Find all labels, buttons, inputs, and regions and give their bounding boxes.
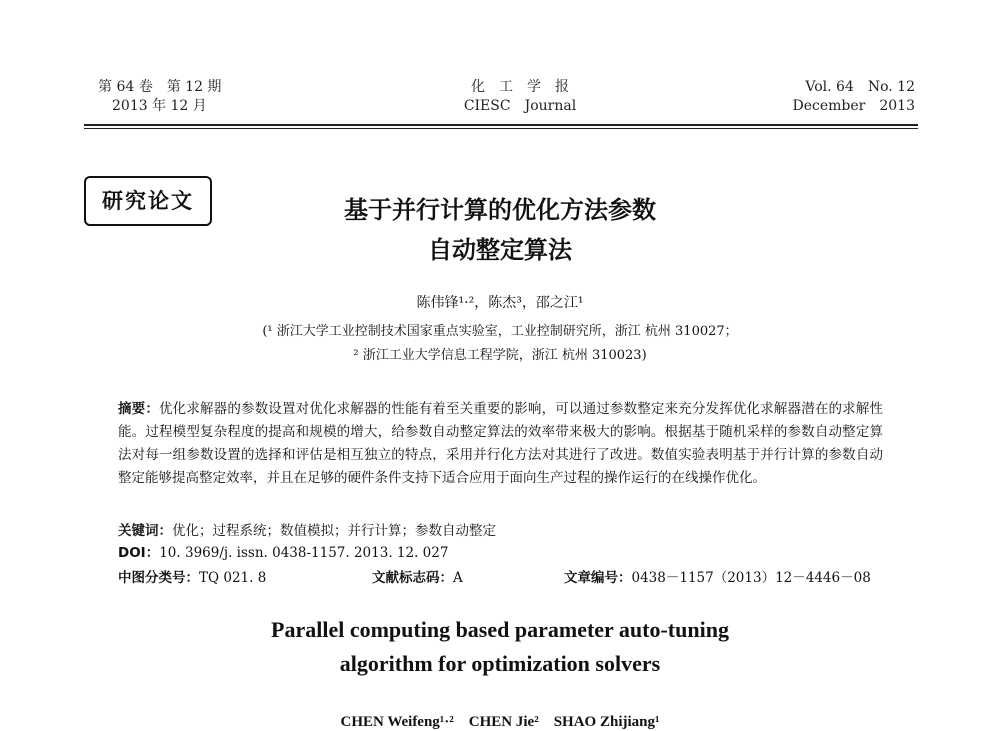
title-en-line2: algorithm for optimization solvers — [339, 651, 661, 676]
header-journal — [440, 78, 600, 116]
keywords — [118, 519, 496, 539]
authors-en: CHEN Weifeng¹·² CHEN Jie² SHAO Zhijiang¹ — [340, 714, 660, 730]
header-volume-issue — [98, 78, 221, 116]
header-rule-thin — [84, 128, 918, 129]
header-journal-cn: 化 工 学 报 — [471, 79, 569, 95]
article-number-value: 0438－1157（2013）12－4446－08 — [631, 570, 871, 586]
header-volume-en — [760, 78, 915, 116]
header-date-en: December 2013 — [792, 98, 915, 114]
clc-label: 中图分类号： — [118, 570, 199, 586]
article-number-label: 文章编号： — [564, 570, 632, 586]
doc-code-value: A — [453, 570, 463, 586]
article-number — [564, 566, 871, 586]
header-vol-no: Vol. 64 No. 12 — [805, 79, 915, 95]
authors-cn: 陈伟锋¹·²，陈杰³，邵之江¹ — [416, 295, 584, 311]
clc-number — [118, 566, 266, 586]
badge-label: 研究论文 — [102, 189, 194, 213]
header-volume: 第 64 卷 第 12 期 — [98, 79, 222, 95]
title-en-line1: Parallel computing based parameter auto-tuning — [271, 617, 729, 642]
affiliation-1: (¹ 浙江大学工业控制技术国家重点实验室，工业控制研究所，浙江 杭州 310027； — [262, 324, 738, 339]
keywords-label: 关键词： — [118, 523, 172, 539]
header-rule-thick — [84, 124, 918, 126]
header-date-cn: 2013 年 12 月 — [112, 98, 207, 114]
header-journal-en: CIESC Journal — [463, 98, 577, 114]
keywords-text: 优化；过程系统；数值模拟；并行计算；参数自动整定 — [172, 523, 496, 539]
abstract-text: 优化求解器的参数设置对优化求解器的性能有着至关重要的影响，可以通过参数整定来充分发挥优化求解器潜在的求解性能。过程模型复杂程度的提高和规模的增大，给参数自动整定算法的效率带来极大的影响。根据基于随机采样的参数自动整定算法对每一组参数设置的选择和评估是相互独立的特点，采用并行化方法对其进行了改进。数值实验表明基于并行计算的参数自动整定能够提高整定效率，并且在足够的硬件条件支持下适合应用于面向生产过程的操作运行的在线操作优化。 — [118, 401, 884, 486]
clc-value: TQ 021. 8 — [199, 570, 267, 586]
title-cn-line2: 自动整定算法 — [428, 236, 572, 264]
doi-label: DOI： — [118, 545, 160, 561]
abstract-label: 摘要： — [118, 401, 159, 417]
doi — [118, 541, 448, 561]
doc-code-label: 文献标志码： — [372, 570, 453, 586]
affiliation-2: ² 浙江工业大学信息工程学院，浙江 杭州 310023) — [353, 348, 647, 363]
title-cn-line1: 基于并行计算的优化方法参数 — [344, 196, 656, 224]
abstract — [118, 398, 883, 490]
document-code — [372, 566, 463, 586]
doi-value: 10. 3969/j. issn. 0438-1157. 2013. 12. 027 — [159, 545, 449, 561]
